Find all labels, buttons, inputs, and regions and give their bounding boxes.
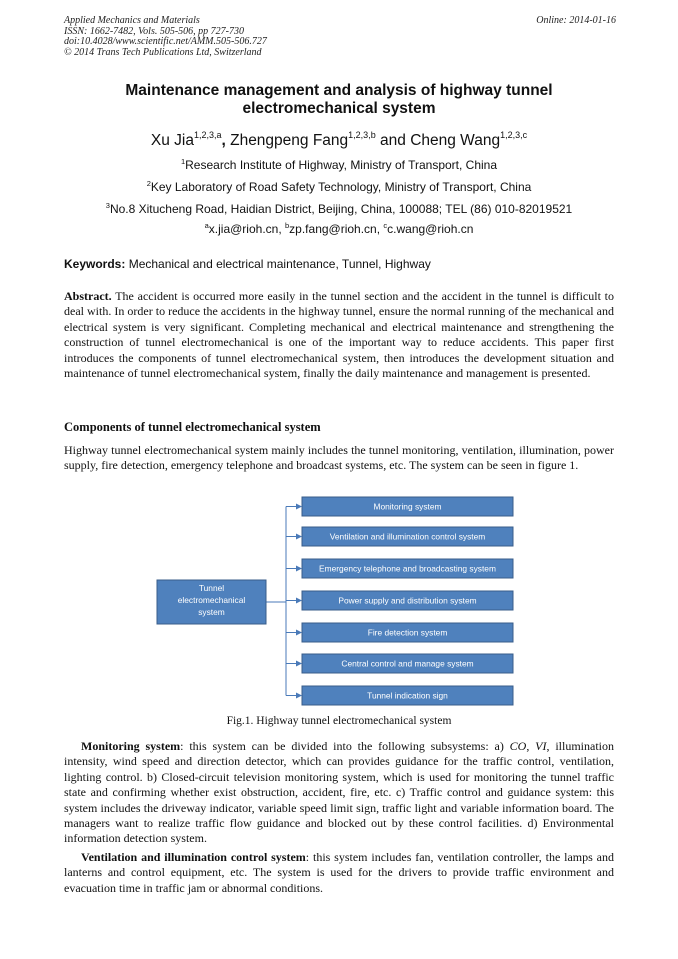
ventilation-paragraph bbox=[64, 850, 614, 896]
child-box-label: Central control and manage system bbox=[341, 658, 474, 669]
journal-header bbox=[64, 16, 267, 58]
author-name: Zhengpeng Fang bbox=[225, 132, 349, 149]
child-box-label: Fire detection system bbox=[367, 627, 448, 638]
author-superscript: 1,2,3,b bbox=[348, 130, 376, 140]
child-box bbox=[302, 623, 513, 642]
affiliation-marker: 1 bbox=[180, 157, 186, 166]
author-list bbox=[64, 130, 614, 150]
root-label-line: Tunnel bbox=[198, 583, 225, 593]
online-date: Online: 2014-01-16 bbox=[536, 15, 616, 26]
affiliation-text: Research Institute of Highway, Ministry of Transport, China bbox=[185, 158, 498, 172]
email-text: x.jia@rioh.cn, bbox=[208, 222, 285, 236]
affiliation-marker: 2 bbox=[146, 179, 151, 188]
child-box bbox=[302, 686, 513, 705]
child-box bbox=[302, 497, 513, 516]
child-box bbox=[302, 527, 513, 546]
author-superscript: 1,2,3,a bbox=[193, 130, 222, 140]
affiliation-marker: 3 bbox=[105, 201, 110, 210]
root-label-line: electromechanical bbox=[177, 595, 246, 605]
root-label-line: system bbox=[198, 607, 225, 617]
connector-lines bbox=[266, 507, 301, 696]
copyright-line: © 2014 Trans Tech Publications Ltd, Switzerland bbox=[64, 46, 262, 58]
author-separator: and bbox=[375, 132, 411, 149]
doi-line: doi:10.4028/www.scientific.net/AMM.505-506.727 bbox=[64, 36, 267, 47]
abstract bbox=[64, 289, 614, 381]
keywords bbox=[64, 257, 614, 271]
email-marker: a bbox=[204, 221, 209, 230]
email-line bbox=[64, 221, 614, 236]
email-text: zp.fang@rioh.cn, bbox=[289, 222, 384, 236]
affiliation-text: No.8 Xitucheng Road, Haidian District, Beijing, China, 100088; TEL (86) 010-82019521 bbox=[109, 202, 573, 216]
child-boxes bbox=[302, 497, 513, 705]
vi-term: VI bbox=[535, 739, 547, 753]
child-box bbox=[302, 559, 513, 578]
child-box-label: Monitoring system bbox=[373, 501, 442, 512]
paragraph-text: : this system includes fan, ventilation controller, the lamps and lanterns and control equipment, etc. The system is used for the drivers to provide traffic environment and evacuation time in traffic jam or abnormal conditions. bbox=[64, 850, 614, 895]
author-name: Cheng Wang bbox=[410, 132, 501, 149]
child-box-label: Ventilation and illumination control system bbox=[329, 531, 486, 542]
title-line-1: Maintenance management and analysis of highway tunnel bbox=[125, 82, 553, 99]
title-line-2: electromechanical system bbox=[242, 100, 436, 117]
paragraph-text: , illumination intensity, wind speed and direction detector, which can provides guidance for the traffic control, ventilation, lighting control. b) Closed-circuit television monitoring system, which is used for monitoring the tunnel traffic state and confirming whether exist obstruction, accident, fire, etc. c) Traffic control and guidance system: this system includes the driveway indicator, variable speed limit sign, traffic light and variable information board. The managers want to realize traffic flow guidance and blocked out by these control facilities. d) Environmental information detection system. bbox=[64, 739, 614, 846]
email-marker: b bbox=[285, 221, 290, 230]
author-superscript: 1,2,3,c bbox=[500, 130, 528, 140]
paragraph-text: , bbox=[526, 739, 536, 753]
child-box-label: Power supply and distribution system bbox=[338, 595, 477, 606]
root-box bbox=[157, 580, 266, 624]
ventilation-label: Ventilation and illumination control system bbox=[81, 850, 306, 864]
system-diagram bbox=[64, 494, 614, 712]
email-marker: c bbox=[383, 221, 388, 230]
figure-caption: Fig.1. Highway tunnel electromechanical system bbox=[226, 715, 452, 727]
author-separator: , bbox=[221, 132, 226, 149]
paper-title bbox=[64, 82, 614, 118]
section-heading: Components of tunnel electromechanical system bbox=[64, 420, 321, 434]
keywords-text: Mechanical and electrical maintenance, Tunnel, Highway bbox=[125, 257, 431, 271]
paragraph-text: : this system can be divided into the following subsystems: a) bbox=[180, 739, 510, 753]
abstract-text: The accident is occurred more easily in the tunnel section and the accident in the tunnel is difficult to deal with. In order to reduce the accidents in the highway tunnel, ensure the normal running of the mechanical and electrical system is very significant. Completing mechanical and electrical maintenance and strengthening the construction of tunnel electromechanical is one of the important way to reduce accidents. This paper first introduces the components of tunnel electromechanical system, then introduces the development situation and maintenance of tunnel electromechanical system, finally the daily maintenance and management is presented. bbox=[64, 289, 614, 381]
journal-name: Applied Mechanics and Materials bbox=[64, 15, 200, 26]
child-box bbox=[302, 591, 513, 610]
child-box-label: Emergency telephone and broadcasting system bbox=[319, 563, 496, 574]
child-box-label: Tunnel indication sign bbox=[367, 690, 448, 701]
affiliation-text: Key Laboratory of Road Safety Technology, Ministry of Transport, China bbox=[150, 180, 532, 194]
monitoring-label: Monitoring system bbox=[81, 739, 181, 753]
keywords-label: Keywords: bbox=[64, 257, 126, 271]
affiliation-2 bbox=[64, 179, 614, 194]
co-term: CO bbox=[509, 739, 527, 753]
child-box bbox=[302, 654, 513, 673]
monitoring-paragraph bbox=[64, 739, 614, 847]
affiliation-3 bbox=[64, 201, 614, 216]
issn-line: ISSN: 1662-7482, Vols. 505-506, pp 727-730 bbox=[64, 25, 244, 37]
email-text: c.wang@rioh.cn bbox=[387, 222, 474, 236]
author-name: Xu Jia bbox=[150, 132, 194, 149]
section-intro: Highway tunnel electromechanical system mainly includes the tunnel monitoring, ventilation, illumination, power supply, fire detection, emergency telephone and broadcast systems, etc. The system can be seen in figure 1. bbox=[64, 443, 614, 473]
abstract-label: Abstract. bbox=[64, 289, 112, 303]
affiliation-1 bbox=[64, 157, 614, 172]
